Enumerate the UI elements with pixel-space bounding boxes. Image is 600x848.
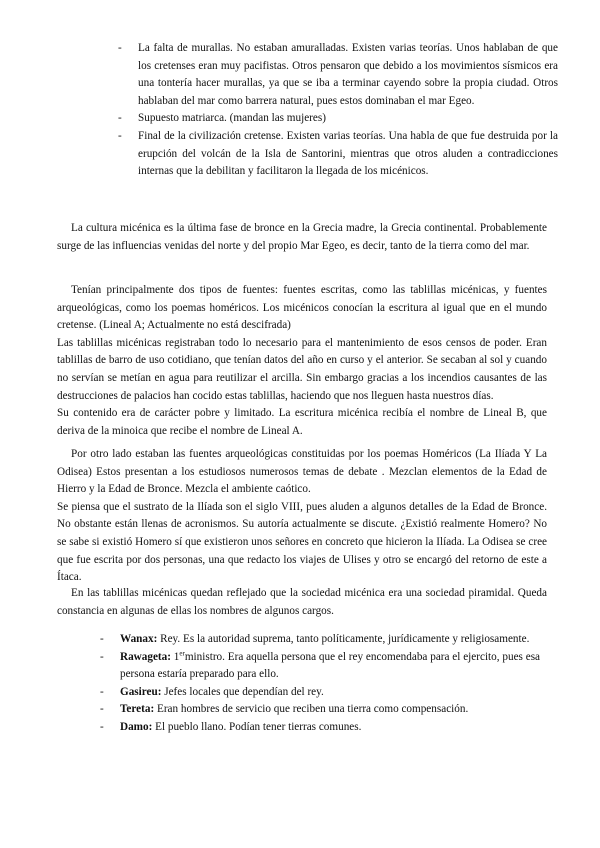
paragraph-fuentes-arqueologicas: Por otro lado estaban las fuentes arqueológicas constituidas por los poemas Homéricos (La Ilíada Y La Odisea) Estos presentan a los estudiosos numerosos temas de debate . Mezclan elementos de la Edad de Hierro y la Edad de Bronce. Mezcla el ambiente caótico. bbox=[57, 448, 547, 496]
term-definition: Jefes locales que dependían del rey. bbox=[164, 685, 324, 698]
term-definition: Eran hombres de servicio que reciben una tierra como compensación. bbox=[156, 703, 469, 716]
list-item-gasireu bbox=[100, 684, 540, 702]
paragraph-block-fuentes bbox=[57, 282, 547, 440]
term-label: Wanax: bbox=[120, 633, 158, 645]
list-item-text: La falta de murallas. No estaban amuralladas. Existen varias teorías. Unos hablaban de que los cretenses eran muy pacifistas. Otros pensaron que debido a los movimientos sísmicos era una tontería hacer murallas, ya que se iba a terminar cayendo sobre la propia ciudad. Otros hablaban del mar como barrera natural, pues estos dominaban el mar Egeo. bbox=[138, 42, 558, 107]
paragraph-contenido: Su contenido era de carácter pobre y limitado. La escritura micénica recibía el nombre de Lineal B, que deriva de la minoica que recibe el nombre de Lineal A. bbox=[57, 407, 547, 437]
term-label: Rawageta: bbox=[120, 650, 171, 663]
paragraph-iliada: Se piensa que el sustrato de la Ilíada son el siglo VIII, pues aluden a algunos detalles de la Edad de Bronce. No obstante están llenas de acronismos. Su autoría actualmente se discute. ¿Existió realmente Homero? No se sabe si existió Homero sí que existieron unos señores en concreto que hicieron la Ilíada. La Odisea se cree que fue escrita por dos personas, una que redacto los viajes de Ulises y otro se encargó del retorno de este a Ítaca. bbox=[57, 500, 547, 584]
list-item-tereta bbox=[100, 701, 540, 719]
list-item-rawageta bbox=[100, 649, 540, 684]
bullet-dash: - bbox=[100, 633, 104, 645]
ordinal-suffix: er bbox=[179, 648, 185, 657]
list-item-damo bbox=[100, 719, 540, 737]
bullet-dash: - bbox=[118, 129, 122, 142]
bullet-dash: - bbox=[100, 685, 104, 698]
list-item-text: Supuesto matriarca. (mandan las mujeres) bbox=[138, 112, 326, 125]
paragraph-tablillas: Las tablillas micénicas registraban todo lo necesario para el mantenimiento de esos censos de poder. Eran tablillas de barro de uso cotidiano, que tenían datos del año en curso y el anterior. Se secaban al sol y cuando no servían se metían en agua para reutilizar el arcilla. Sin embargo gracias a los incendios causantes de las destrucciones de palacios han cocido estas tablillas, haciendo que nos lleguen hasta nuestros días. bbox=[57, 336, 547, 402]
term-definition: El pueblo llano. Podían tener tierras comunes. bbox=[155, 720, 362, 733]
bullet-dash: - bbox=[118, 42, 122, 54]
term-label: Damo: bbox=[120, 720, 153, 733]
bullet-dash: - bbox=[118, 112, 122, 125]
ordinal-number: 1 bbox=[173, 650, 180, 663]
bullet-dash: - bbox=[100, 650, 104, 663]
cargos-bullet-list bbox=[100, 631, 540, 737]
list-item-wanax bbox=[100, 631, 540, 649]
list-item bbox=[118, 40, 558, 110]
list-item-text: Final de la civilización cretense. Existen varias teorías. Una habla de que fue destruida por la erupción del volcán de la Isla de Santorini, mientras que otros aluden a contradicciones internas que la debilitan y facilitaron la llegada de los micénicos. bbox=[138, 129, 558, 178]
term-definition: ministro. Era aquella persona que el rey encomendaba para el ejercito, pues esa persona estaría preparado para ello. bbox=[120, 650, 541, 681]
term-definition: Rey. Es la autoridad suprema, tanto políticamente, jurídicamente y religiosamente. bbox=[160, 633, 530, 645]
list-item bbox=[118, 128, 558, 181]
bullet-dash: - bbox=[100, 720, 104, 733]
paragraph-sociedad-piramidal: En las tablillas micénicas quedan reflejado que la sociedad micénica era una sociedad piramidal. Queda constancia en algunas de ellas los nombres de algunos cargos. bbox=[57, 587, 547, 617]
paragraph-block-homero bbox=[57, 446, 547, 587]
paragraph-fuentes: Tenían principalmente dos tipos de fuentes: fuentes escritas, como las tablillas micénicas, y fuentes arqueológicas, como los poemas homéricos. Los micénicos conocían la escritura al igual que en el mundo cretense. (Lineal A; Actualmente no está descifrada) bbox=[57, 284, 547, 332]
term-label: Tereta: bbox=[120, 703, 155, 716]
bullet-dash: - bbox=[100, 703, 104, 716]
paragraph-cultura-micenica: La cultura micénica es la última fase de bronce en la Grecia madre, la Grecia continental. Probablemente surge de las influencias venidas del norte y del propio Mar Egeo, es decir, tanto de la tierra como del mar. bbox=[57, 222, 547, 252]
list-item bbox=[118, 110, 558, 128]
term-label: Gasireu: bbox=[120, 685, 162, 698]
top-bullet-list bbox=[118, 40, 558, 181]
